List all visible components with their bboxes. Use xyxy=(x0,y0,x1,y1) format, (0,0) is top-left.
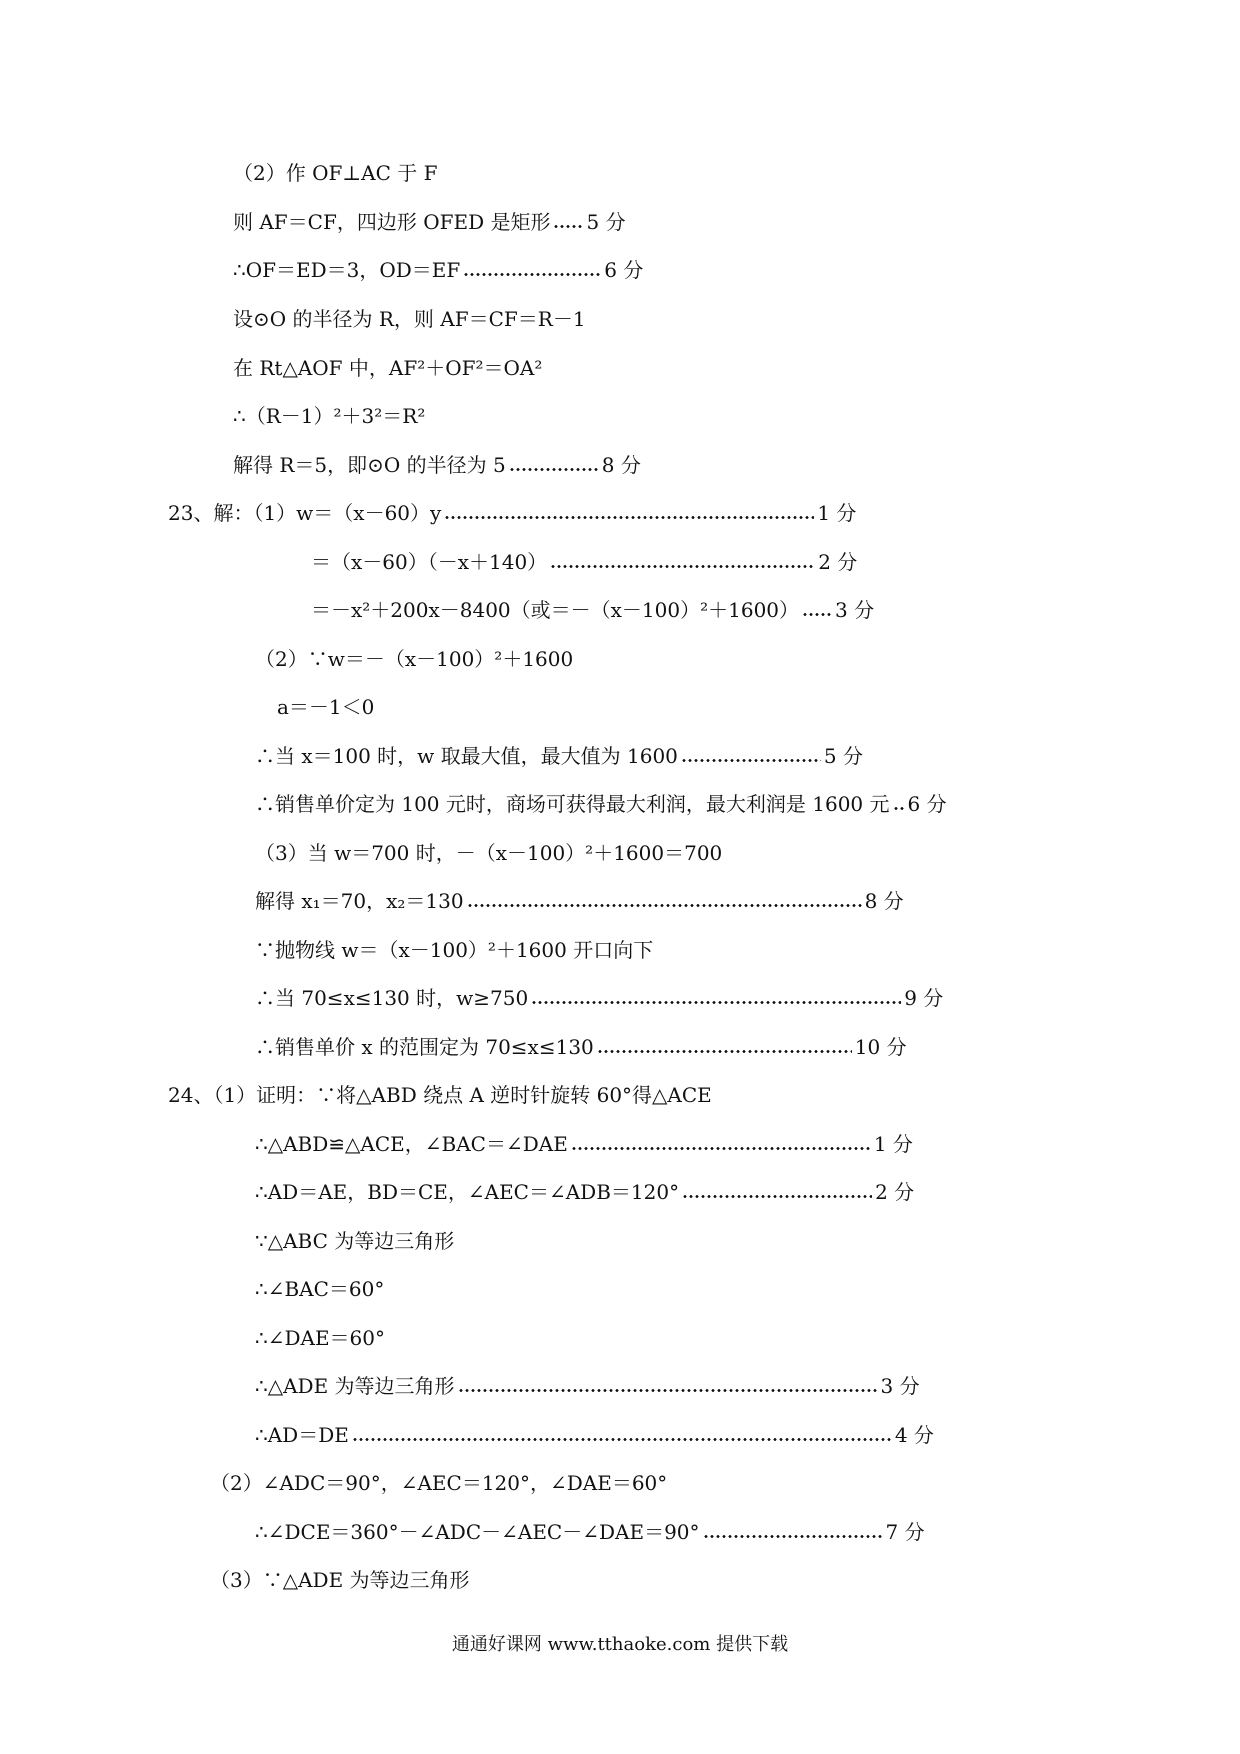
line-2 xyxy=(233,209,626,235)
line-text: 24、（1）证明：∵将△ABD 绕点 A 逆时针旋转 60°得△ACE xyxy=(168,1083,712,1107)
line-text: ∴OF＝ED＝3，OD＝EF xyxy=(233,258,461,282)
dot-leader xyxy=(893,807,905,810)
line-text: ＝－x²＋200x－8400（或＝－（x－100）²＋1600） xyxy=(311,598,800,622)
line-text: 解得 R＝5，即⊙O 的半径为 5 xyxy=(233,453,506,477)
line-text: 则 AF＝CF，四边形 OFED 是矩形 xyxy=(233,210,551,234)
line-score: 2 分 xyxy=(818,550,858,574)
line-text: 23、解：（1）w＝（x－60）y xyxy=(168,501,442,525)
line-text: ＝（x－60）（－x＋140） xyxy=(311,550,548,574)
line-score: 5 分 xyxy=(823,744,863,768)
dot-leader xyxy=(597,1050,852,1053)
line-30 xyxy=(210,1567,470,1593)
line-12 xyxy=(277,694,374,720)
dot-leader xyxy=(703,1535,883,1538)
line-3 xyxy=(233,257,643,283)
line-7 xyxy=(233,452,641,478)
line-17 xyxy=(255,937,653,963)
line-text: ∴销售单价 x 的范围定为 70≤x≤130 xyxy=(255,1035,594,1059)
line-score: 6 分 xyxy=(604,258,644,282)
line-20 xyxy=(168,1082,712,1108)
dot-leader xyxy=(553,225,583,228)
line-text: 设⊙O 的半径为 R，则 AF＝CF＝R－1 xyxy=(233,307,586,331)
dot-leader xyxy=(681,759,821,762)
line-22 xyxy=(255,1179,914,1205)
line-text: ∴AD＝AE，BD＝CE，∠AEC＝∠ADB＝120° xyxy=(255,1180,680,1204)
line-score: 3 分 xyxy=(880,1374,920,1398)
line-score: 6 分 xyxy=(907,792,947,816)
line-15 xyxy=(255,840,722,866)
line-text: ∴∠BAC＝60° xyxy=(255,1277,385,1301)
line-23 xyxy=(255,1228,454,1254)
line-text: ∴当 x＝100 时，w 取最大值，最大值为 1600 xyxy=(255,744,678,768)
line-text: ∴△ADE 为等边三角形 xyxy=(255,1374,455,1398)
line-score: 2 分 xyxy=(875,1180,915,1204)
line-8 xyxy=(168,500,856,526)
line-26 xyxy=(255,1373,920,1399)
line-score: 1 分 xyxy=(873,1132,913,1156)
line-29 xyxy=(255,1519,925,1545)
line-score: 5 分 xyxy=(586,210,626,234)
line-4 xyxy=(233,306,586,332)
line-score: 9 分 xyxy=(904,986,944,1010)
dot-leader xyxy=(458,1389,878,1392)
line-text: ∴∠DAE＝60° xyxy=(255,1326,386,1350)
line-9 xyxy=(311,549,857,575)
dot-leader xyxy=(682,1195,872,1198)
line-6 xyxy=(233,403,425,429)
line-text: （3）∵△ADE 为等边三角形 xyxy=(210,1568,470,1592)
line-21 xyxy=(255,1131,913,1157)
line-16 xyxy=(255,888,904,914)
line-text: 在 Rt△AOF 中，AF²＋OF²＝OA² xyxy=(233,356,543,380)
line-text: 解得 x₁＝70，x₂＝130 xyxy=(255,889,464,913)
line-text: ∴销售单价定为 100 元时，商场可获得最大利润，最大利润是 1600 元 xyxy=(255,792,890,816)
line-text: ∴△ABD≌△ACE，∠BAC＝∠DAE xyxy=(255,1132,568,1156)
line-24 xyxy=(255,1276,384,1302)
line-text: ∴AD＝DE xyxy=(255,1423,349,1447)
dot-leader xyxy=(467,904,862,907)
line-text: （2）∠ADC＝90°，∠AEC＝120°，∠DAE＝60° xyxy=(210,1471,668,1495)
line-14 xyxy=(255,791,947,817)
line-text: ∴当 70≤x≤130 时，w≥750 xyxy=(255,986,529,1010)
dot-leader xyxy=(509,468,599,471)
line-28 xyxy=(210,1470,667,1496)
dot-leader xyxy=(531,1001,901,1004)
line-score: 10 分 xyxy=(854,1035,907,1059)
line-score: 1 分 xyxy=(817,501,857,525)
line-13 xyxy=(255,743,863,769)
dot-leader xyxy=(802,613,832,616)
line-19 xyxy=(255,1034,907,1060)
line-text: ∵△ABC 为等边三角形 xyxy=(255,1229,455,1253)
line-1 xyxy=(233,160,438,186)
line-text: （2）∵w＝－（x－100）²＋1600 xyxy=(255,647,574,671)
line-10 xyxy=(311,597,874,623)
line-25 xyxy=(255,1325,385,1351)
line-5 xyxy=(233,355,542,381)
dot-leader xyxy=(571,1147,871,1150)
line-score: 8 分 xyxy=(864,889,904,913)
line-27 xyxy=(255,1422,934,1448)
line-text: （2）作 OF⊥AC 于 F xyxy=(233,161,438,185)
line-text: ∵抛物线 w＝（x－100）²＋1600 开口向下 xyxy=(255,938,654,962)
line-score: 8 分 xyxy=(601,453,641,477)
line-18 xyxy=(255,985,943,1011)
line-11 xyxy=(255,646,573,672)
dot-leader xyxy=(352,1438,892,1441)
line-text: ∴（R－1）²＋3²＝R² xyxy=(233,404,426,428)
dot-leader xyxy=(444,516,814,519)
dot-leader xyxy=(463,273,601,276)
line-text: （3）当 w＝700 时，－（x－100）²＋1600＝700 xyxy=(255,841,723,865)
line-text: ∴∠DCE＝360°－∠ADC－∠AEC－∠DAE＝90° xyxy=(255,1520,700,1544)
line-score: 7 分 xyxy=(885,1520,925,1544)
dot-leader xyxy=(550,565,815,568)
page-footer: 通通好课网 www.tthaoke.com 提供下载 xyxy=(451,1634,789,1655)
line-score: 3 分 xyxy=(835,598,875,622)
line-text: a＝－1＜0 xyxy=(277,695,375,719)
line-score: 4 分 xyxy=(894,1423,934,1447)
